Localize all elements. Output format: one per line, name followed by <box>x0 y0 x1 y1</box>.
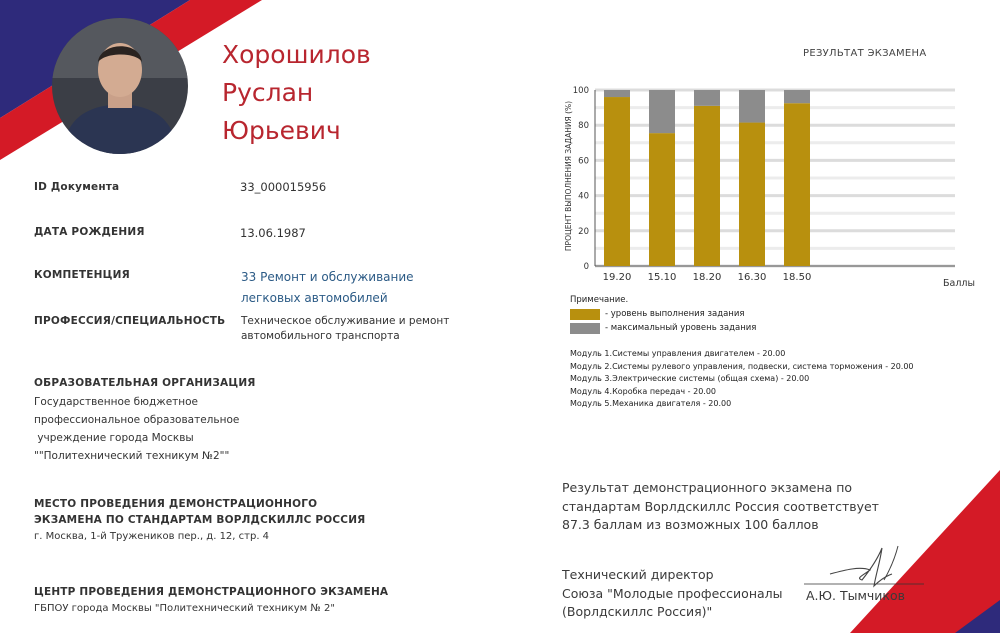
education-line: ""Политехнический техникум №2"" <box>34 450 230 462</box>
legend-achieved-label: - уровень выполнения задания <box>605 309 745 319</box>
chart-x-axis-label: Баллы <box>943 278 975 289</box>
education-value <box>34 393 239 465</box>
profession-label: ПРОФЕССИЯ/СПЕЦИАЛЬНОСТЬ <box>34 315 226 327</box>
module-item: Модуль 1.Системы управления двигателем - 20.00 <box>570 349 786 358</box>
chart-y-axis-label: ПРОЦЕНТ ВЫПОЛНЕНИЯ ЗАДАНИЯ (%) <box>564 100 573 252</box>
profession-value <box>241 314 449 344</box>
chart-x-tick-label: 16.30 <box>737 272 767 283</box>
profession-line: автомобильного транспорта <box>241 330 400 342</box>
center-label: ЦЕНТР ПРОВЕДЕНИЯ ДЕМОНСТРАЦИОННОГО ЭКЗАМЕНА <box>34 586 389 598</box>
competence-value <box>241 267 414 309</box>
legend-swatch-max <box>570 323 600 334</box>
competence-line: легковых автомобилей <box>241 291 388 305</box>
venue-label-line: МЕСТО ПРОВЕДЕНИЯ ДЕМОНСТРАЦИОННОГО <box>34 498 318 510</box>
competence-label: КОМПЕТЕНЦИЯ <box>34 269 130 281</box>
chart-bar-max <box>649 90 675 133</box>
chart-bar-max <box>604 90 630 97</box>
module-item: Модуль 5.Механика двигателя - 20.00 <box>570 399 732 409</box>
chart-bar-achieved <box>694 106 720 266</box>
venue-label <box>34 496 365 528</box>
chart-x-tick-label: 18.20 <box>692 272 722 283</box>
legend-title: Примечание. <box>570 295 629 305</box>
chart-y-tick-label: 40 <box>578 191 589 202</box>
chart-y-tick-label: 80 <box>578 121 589 132</box>
last-name: Хорошилов <box>222 40 371 69</box>
legend-swatch-achieved <box>570 309 600 320</box>
director-name: А.Ю. Тымчиков <box>806 588 905 603</box>
result-line: 87.3 баллам из возможных 100 баллов <box>562 517 819 532</box>
director-title-line: (Ворлдскиллс Россия)" <box>562 604 713 619</box>
education-line: профессиональное образовательное <box>34 414 240 426</box>
education-label: ОБРАЗОВАТЕЛЬНАЯ ОРГАНИЗАЦИЯ <box>34 377 256 389</box>
result-line: стандартам Ворлдскиллс Россия соответствует <box>562 498 879 514</box>
profession-line: Техническое обслуживание и ремонт <box>241 315 450 327</box>
module-item: Модуль 4.Коробка передач - 20.00 <box>570 386 717 396</box>
chart-bar-achieved <box>784 103 810 266</box>
patronymic: Юрьевич <box>222 116 341 145</box>
chart-y-tick-label: 60 <box>578 156 589 167</box>
birth-label: ДАТА РОЖДЕНИЯ <box>34 226 145 238</box>
result-statement <box>562 479 879 535</box>
chart-bar-max <box>739 90 765 123</box>
doc-id-label: ID Документа <box>34 181 120 193</box>
chart-bar-max <box>694 90 720 106</box>
chart-y-tick-label: 0 <box>583 262 589 272</box>
venue-label-line: ЭКЗАМЕНА ПО СТАНДАРТАМ ВОРЛДСКИЛЛС РОССИЯ <box>34 514 366 526</box>
first-name: Руслан <box>222 78 314 107</box>
competence-line: 33 Ремонт и обслуживание <box>241 270 414 284</box>
chart-bar-achieved <box>649 133 675 266</box>
avatar <box>52 18 188 154</box>
person-name <box>222 36 371 150</box>
chart-y-tick-label: 20 <box>578 226 589 237</box>
chart-x-tick-label: 15.10 <box>647 272 677 283</box>
result-line: Результат демонстрационного экзамена по <box>562 480 853 495</box>
doc-id-value: 33_000015956 <box>240 180 327 194</box>
chart-x-tick-label: 19.20 <box>602 272 632 283</box>
birth-value: 13.06.1987 <box>240 226 306 240</box>
director-title-line: Технический директор <box>562 567 714 582</box>
education-line: учреждение города Москвы <box>34 432 194 444</box>
module-item: Модуль 2.Системы рулевого управления, подвески, система торможения - 20.00 <box>570 361 914 371</box>
module-item: Модуль 3.Электрические системы (общая схема) - 20.00 <box>570 374 810 384</box>
director-title-line: Союза "Молодые профессионалы <box>562 585 783 601</box>
exam-result-chart <box>555 80 995 290</box>
modules-list <box>570 348 914 411</box>
chart-bar-achieved <box>739 123 765 266</box>
chart-x-tick-label: 18.50 <box>782 272 812 283</box>
education-line: Государственное бюджетное <box>34 396 199 408</box>
chart-title: РЕЗУЛЬТАТ ЭКЗАМЕНА <box>803 48 927 59</box>
center-value: ГБПОУ города Москвы "Политехнический техникум № 2" <box>34 603 335 614</box>
venue-value: г. Москва, 1-й Тружеников пер., д. 12, стр. 4 <box>34 531 270 542</box>
director-title <box>562 566 783 622</box>
chart-y-tick-label: 100 <box>572 86 589 96</box>
chart-bar-max <box>784 90 810 103</box>
legend-max-label: - максимальный уровень задания <box>605 323 757 333</box>
chart-bar-achieved <box>604 97 630 266</box>
